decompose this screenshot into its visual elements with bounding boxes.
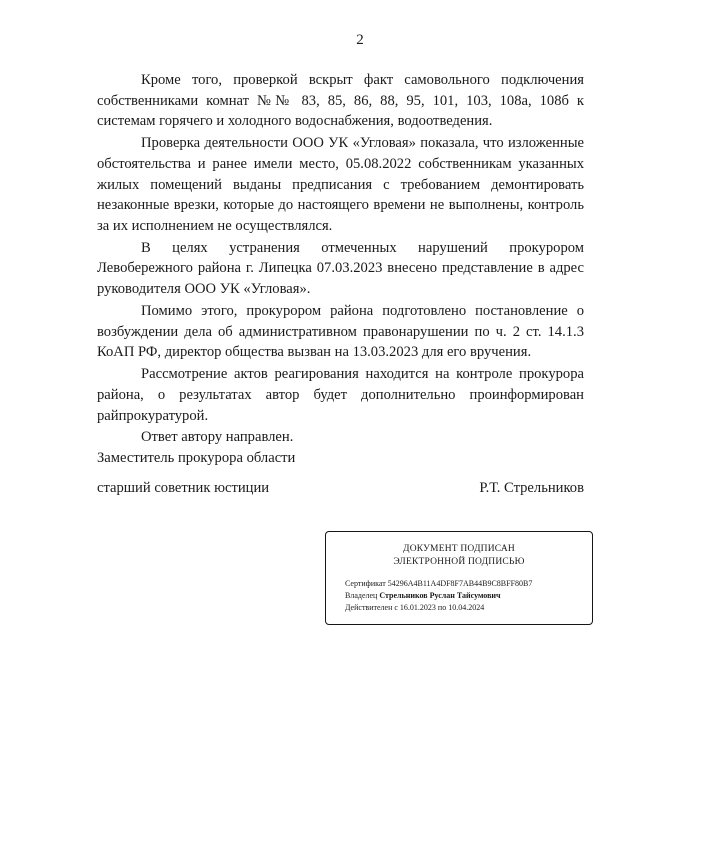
paragraph-2: Проверка деятельности ООО УК «Угловая» показала, что изложенные обстоятельства и ранее имели место, 05.08.2022 собственникам указанных жилых помещений выданы предписания с требованием демонтировать незаконные врезки, которые до настоящего времени не выполнены, контроль за их исполнением не осуществлялся. (97, 135, 584, 235)
signer-name: Р.Т. Стрельников (479, 480, 584, 496)
stamp-valid-to: 10.04.2024 (448, 603, 485, 613)
paragraph-4: Помимо этого, прокурором района подготовлено постановление о возбуждении дела об административном правонарушении по ч. 2 ст. 14.1.3 КоАП РФ, директор общества вызван на 13.03.2023 для его вручения. (97, 302, 584, 361)
stamp-certificate-row (345, 578, 582, 590)
page-number: 2 (356, 32, 364, 48)
stamp-title-line-1: ДОКУМЕНТ ПОДПИСАН (403, 544, 515, 554)
stamp-owner-label: Владелец (345, 591, 378, 601)
signer-position-line-2: старший советник юстиции (97, 480, 270, 496)
paragraph-1: Кроме того, проверкой вскрыт факт самовольного подключения собственниками комнат №№ 83, 85, 86, 88, 95, 101, 103, 108а, 108б к системам горячего и холодного водоснабжения, водоотведения. (97, 72, 584, 130)
stamp-valid-to-label: по (437, 603, 447, 613)
document-body (97, 70, 584, 448)
electronic-signature-stamp (325, 531, 593, 625)
paragraph-6: Ответ автору направлен. (141, 429, 294, 446)
stamp-certificate-label: Сертификат (345, 578, 386, 588)
stamp-valid-from: 16.01.2023 (399, 603, 436, 613)
paragraph-3: В целях устранения отмеченных нарушений прокурором Левобережного района г. Липецка 07.03.2023 внесено представление в адрес руководителя ООО УК «Угловая». (97, 239, 584, 298)
stamp-certificate-value: 54296A4B11A4DF8F7AB44B9C8BFF80B7 (387, 578, 533, 588)
signature-line (97, 480, 584, 497)
stamp-details (336, 578, 582, 615)
stamp-validity-row (345, 602, 582, 614)
stamp-valid-label: Действителен с (345, 603, 398, 613)
stamp-owner-value: Стрельников Руслан Тайсумович (379, 591, 501, 601)
stamp-title-line-2: ЭЛЕКТРОННОЙ ПОДПИСЬЮ (393, 556, 525, 567)
stamp-content (326, 532, 592, 615)
stamp-owner-row (345, 590, 582, 602)
paragraph-5: Рассмотрение актов реагирования находится на контроле прокурора района, о результатах автор будет дополнительно проинформирован райпрокуратурой. (97, 366, 584, 424)
signer-position-line-1: Заместитель прокурора области (97, 450, 296, 466)
